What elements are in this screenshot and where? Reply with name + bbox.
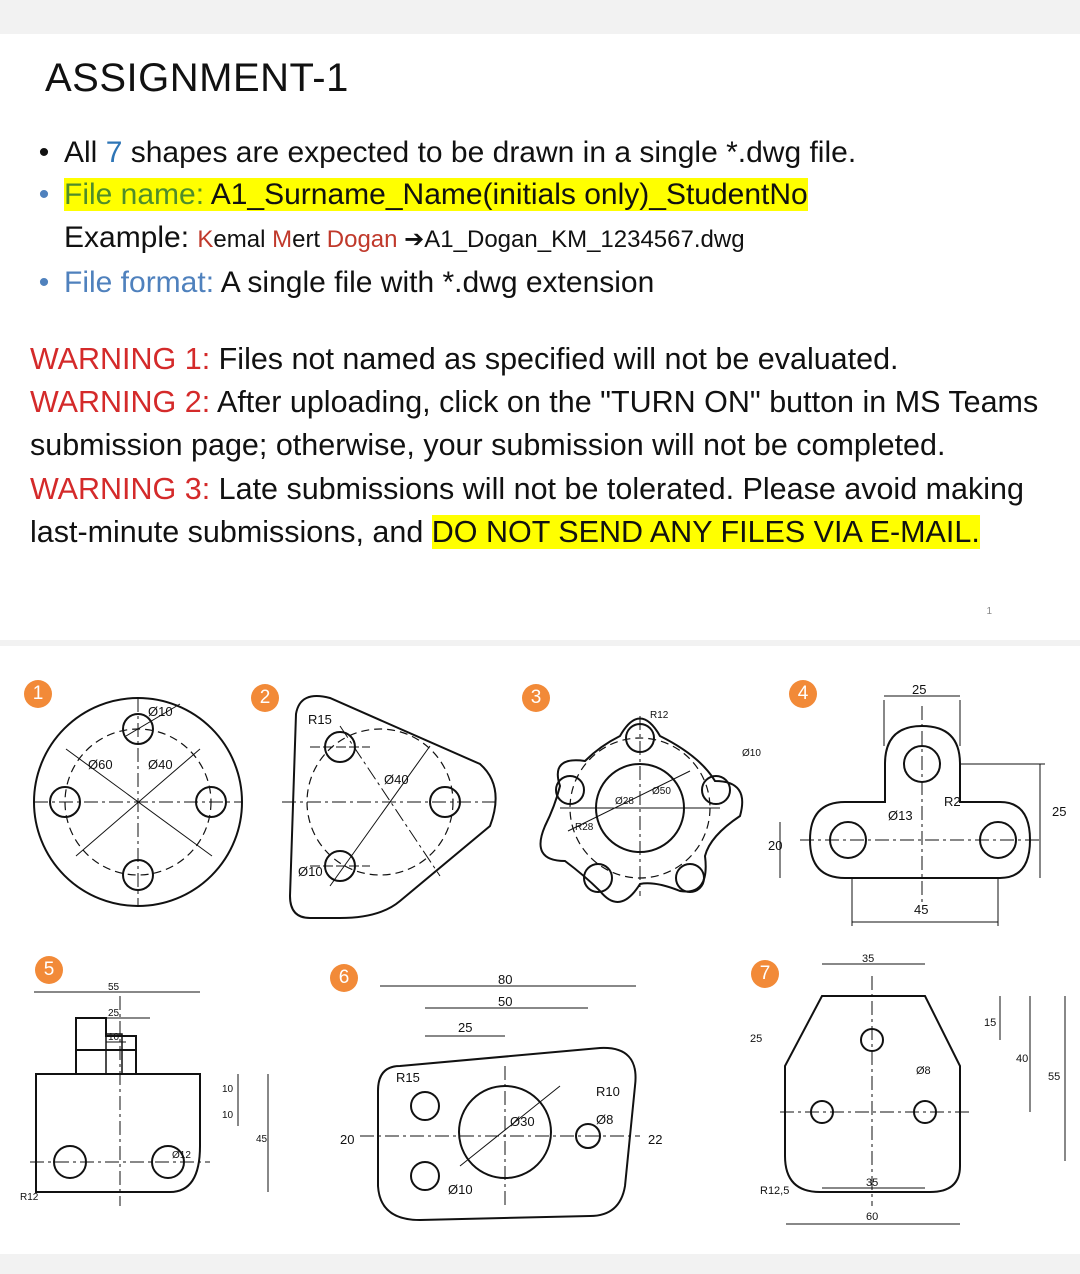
technical-drawings [0,646,1080,1254]
dimension-label: 60 [866,1211,879,1223]
dimension-label: Ø28 [615,796,634,807]
dimension-label: 25 [1052,804,1067,819]
example-surname: Dogan [326,226,398,253]
dimension-label: Ø10 [448,1182,473,1197]
shape-2-drawing [282,696,500,918]
warning-3 [30,468,1050,554]
drawings-panel [0,646,1080,1254]
dimension-label: Ø60 [88,757,113,772]
bullet-list [32,132,1062,304]
dimension-label: R12 [20,1192,39,1203]
dimension-labels [20,682,1066,1223]
example-initial: M [272,226,293,253]
shape-6-drawing [360,986,640,1220]
bullet-text: shapes are expected to be drawn in a single *.dwg file. [122,136,857,169]
dimension-label: 20 [768,838,783,853]
dimension-label: Ø30 [510,1114,535,1129]
dimension-label: R28 [575,822,594,833]
dimension-label: 25 [108,1008,120,1019]
dimension-label: 55 [1048,1071,1061,1083]
bullet-dot-icon: • [38,136,50,169]
dimension-label: R12,5 [760,1185,790,1197]
dimension-label: Ø13 [888,808,913,823]
dimension-label: R15 [396,1070,420,1085]
dimension-label: 35 [862,953,875,965]
dimension-label: 10 [222,1084,234,1095]
warning-highlight: DO NOT SEND ANY FILES VIA E-MAIL. [431,514,980,549]
dimension-label: 50 [498,994,513,1009]
dimension-label: 55 [108,982,120,993]
dimension-label: 10 [108,1032,120,1043]
dimension-label: R15 [308,712,332,727]
warning-text: After uploading, click on the "TURN ON" button in MS Teams submission page; otherwise, your submission will not be completed. [30,385,1039,463]
dimension-label: 25 [912,682,927,697]
example-line [32,216,1062,262]
shape-3-drawing [541,716,743,902]
shape-number-badge: 4 [789,680,817,708]
dimension-label: Ø40 [384,772,409,787]
dimension-label: 25 [458,1020,473,1035]
shape-5-drawing [30,992,268,1206]
shape-number-badge: 3 [522,684,550,712]
file-name-label: File name: [64,178,211,211]
file-format-label: File format: [64,266,221,299]
shape-7-drawing [780,964,1065,1224]
warning-label: WARNING 2: [30,385,211,420]
slide-title: ASSIGNMENT-1 [45,56,349,100]
shape-number-badge: 5 [35,956,63,984]
dimension-label: R12 [650,710,669,721]
example-label: Example: [64,221,198,254]
dimension-label: Ø8 [596,1112,614,1127]
file-format-value: A single file with *.dwg extension [220,266,655,299]
example-name: ert [292,226,327,253]
dimension-label: 10 [222,1110,234,1121]
bullet-dot-icon: • [38,266,50,299]
file-name-pattern: A1_Surname_Name(initials only)_StudentNo [210,178,808,211]
warning-text: Files not named as specified will not be evaluated. [210,342,899,376]
dimension-label: 20 [340,1132,355,1147]
bullet-dot-icon: • [38,178,50,211]
dimension-label: 45 [914,902,929,917]
arrow-icon: ➔ [397,226,425,253]
dimension-label: 25 [750,1033,763,1045]
dimension-label: 35 [866,1177,879,1189]
bullet-file-name [32,174,1062,216]
warning-label: WARNING 1: [30,342,211,376]
shape-number-badge: 1 [24,680,52,708]
warning-1 [30,338,1050,381]
warning-label: WARNING 3: [30,471,211,506]
example-name: emal [213,226,273,253]
example-file-name: A1_Dogan_KM_1234567.dwg [424,226,745,253]
dimension-label: 22 [648,1132,663,1147]
dimension-label: R10 [596,1084,620,1099]
page-number: 1 [986,606,992,617]
bullet-text: All [64,136,106,169]
example-initial: K [197,226,214,253]
dimension-label: Ø8 [916,1065,931,1077]
bullet-shapes [32,132,1062,174]
shape-1-drawing [34,698,242,906]
dimension-label: 45 [256,1134,268,1145]
dimension-label: 40 [1016,1053,1029,1065]
dimension-label: Ø10 [148,704,173,719]
dimension-label: Ø50 [652,786,671,797]
dimension-label: Ø10 [742,748,761,759]
bullet-file-format [32,262,1062,304]
dimension-label: R2 [944,794,961,809]
dimension-label: Ø10 [298,864,323,879]
warning-2 [30,381,1050,467]
dimension-label: Ø40 [148,757,173,772]
dimension-label: 15 [984,1017,997,1029]
shape-number-badge: 2 [251,684,279,712]
shape-number-badge: 6 [330,964,358,992]
dimension-label: Ø12 [172,1150,191,1161]
warnings [30,338,1050,554]
shape-count: 7 [105,136,123,169]
dimension-label: 80 [498,972,513,987]
shape-number-badge: 7 [751,960,779,988]
warning-text: Late submissions will not be tolerated. Please avoid making last-minute submissions, and [30,471,1024,549]
slide [0,34,1080,640]
